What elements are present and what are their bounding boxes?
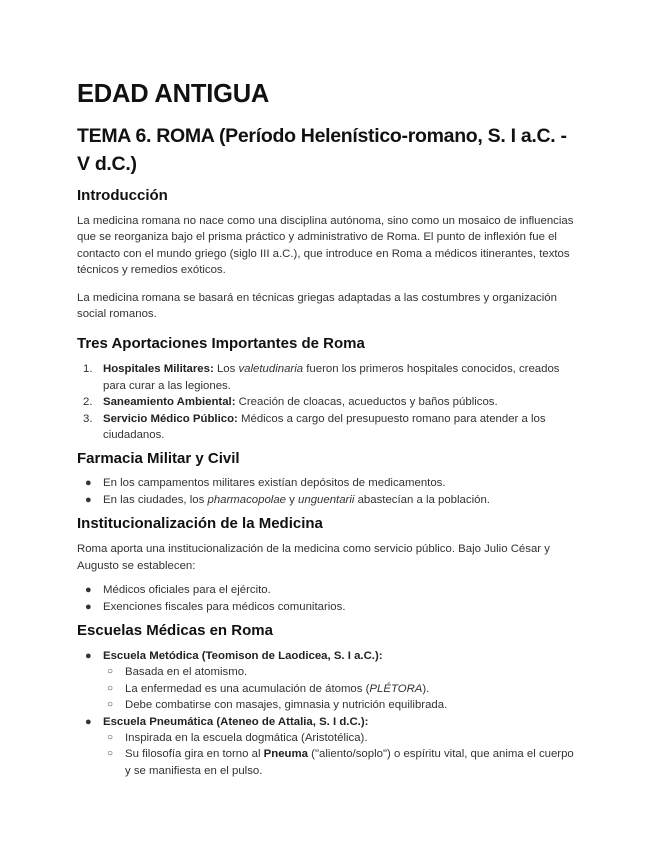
list-item: ○ La enfermedad es una acumulación de átomos (PLÉTORA).: [107, 682, 430, 695]
paragraph: La medicina romana se basará en técnicas griegas adaptadas a las costumbres y organización social romanos.: [77, 291, 557, 321]
sub-list: [103, 730, 577, 779]
section-institucionalizacion: [77, 514, 577, 615]
section-heading: Tres Aportaciones Importantes de Roma: [77, 335, 365, 353]
paragraph: La medicina romana no nace como una disciplina autónoma, sino como un mosaico de influencias que se reorganiza bajo el prisma práctico y administrativo de Roma. El punto de inflexión fue el contacto con el mundo griego (siglo III a.C.), que introduce en Roma a médicos itinerantes, textos técnicos y remedios exóticos.: [77, 215, 574, 277]
list-item: ○ Debe combatirse con masajes, gimnasia y nutrición equilibrada.: [107, 699, 448, 712]
section-escuelas: [77, 621, 577, 779]
bullet-list: [77, 475, 577, 508]
section-introduccion: [77, 186, 577, 322]
list-item: ● En las ciudades, los pharmacopolae y unguentarii abastecían a la población.: [85, 493, 490, 506]
list-item: 3. Servicio Médico Público: Médicos a cargo del presupuesto romano para atender a los ciudadanos.: [83, 412, 546, 442]
list-item: ● Escuela Metódica (Teomison de Laodicea, S. I a.C.): ○ Basada en el atomismo. ○ La enfermedad es una acumulación de átomos (PLÉTORA). ○ Debe combatirse con masajes, gimnasia y nutrición equilibrada.: [77, 648, 577, 714]
list-item: ○ Inspirada en la escuela dogmática (Aristotélica).: [107, 731, 368, 744]
list-item: 2. Saneamiento Ambiental: Creación de cloacas, acueductos y baños públicos.: [83, 396, 498, 409]
bullet-list: [77, 648, 577, 779]
list-item: ○ Basada en el atomismo.: [107, 666, 248, 679]
list-item: ● Médicos oficiales para el ejército.: [85, 584, 271, 597]
list-item: ○ Su filosofía gira en torno al Pneuma ("aliento/soplo") o espíritu vital, que anima el cuerpo y se manifiesta en el pulso.: [107, 748, 574, 777]
list-item: ● Escuela Pneumática (Ateneo de Attalia, S. I d.C.): ○ Inspirada en la escuela dogmática (Aristotélica). ○ Su filosofía gira en torno al Pneuma ("aliento/soplo") o espíritu vital, que anima el cuerpo y se manifiesta en el pulso.: [77, 714, 577, 780]
section-farmacia: [77, 449, 577, 508]
document-title: EDAD ANTIGUA: [77, 80, 270, 108]
list-item: ● En los campamentos militares existían depósitos de medicamentos.: [85, 477, 446, 490]
bullet-list: [77, 582, 577, 615]
numbered-list: [77, 361, 577, 443]
section-heading: Farmacia Militar y Civil: [77, 450, 240, 468]
list-item: ● Exenciones fiscales para médicos comunitarios.: [85, 600, 346, 613]
list-item: 1. Hospitales Militares: Los valetudinaria fueron los primeros hospitales conocidos, creados para curar a las legiones.: [83, 363, 560, 392]
sub-list: [103, 664, 577, 713]
document-subtitle: TEMA 6. ROMA (Período Helenístico-romano, S. I a.C. - V d.C.): [77, 125, 567, 175]
paragraph: Roma aporta una institucionalización de la medicina como servicio público. Bajo Julio César y Augusto se establecen:: [77, 543, 550, 572]
section-heading: Escuelas Médicas en Roma: [77, 621, 273, 639]
section-aportaciones: [77, 334, 577, 443]
document-page: [77, 72, 577, 779]
section-heading: Introducción: [77, 187, 168, 204]
section-heading: Institucionalización de la Medicina: [77, 515, 323, 533]
